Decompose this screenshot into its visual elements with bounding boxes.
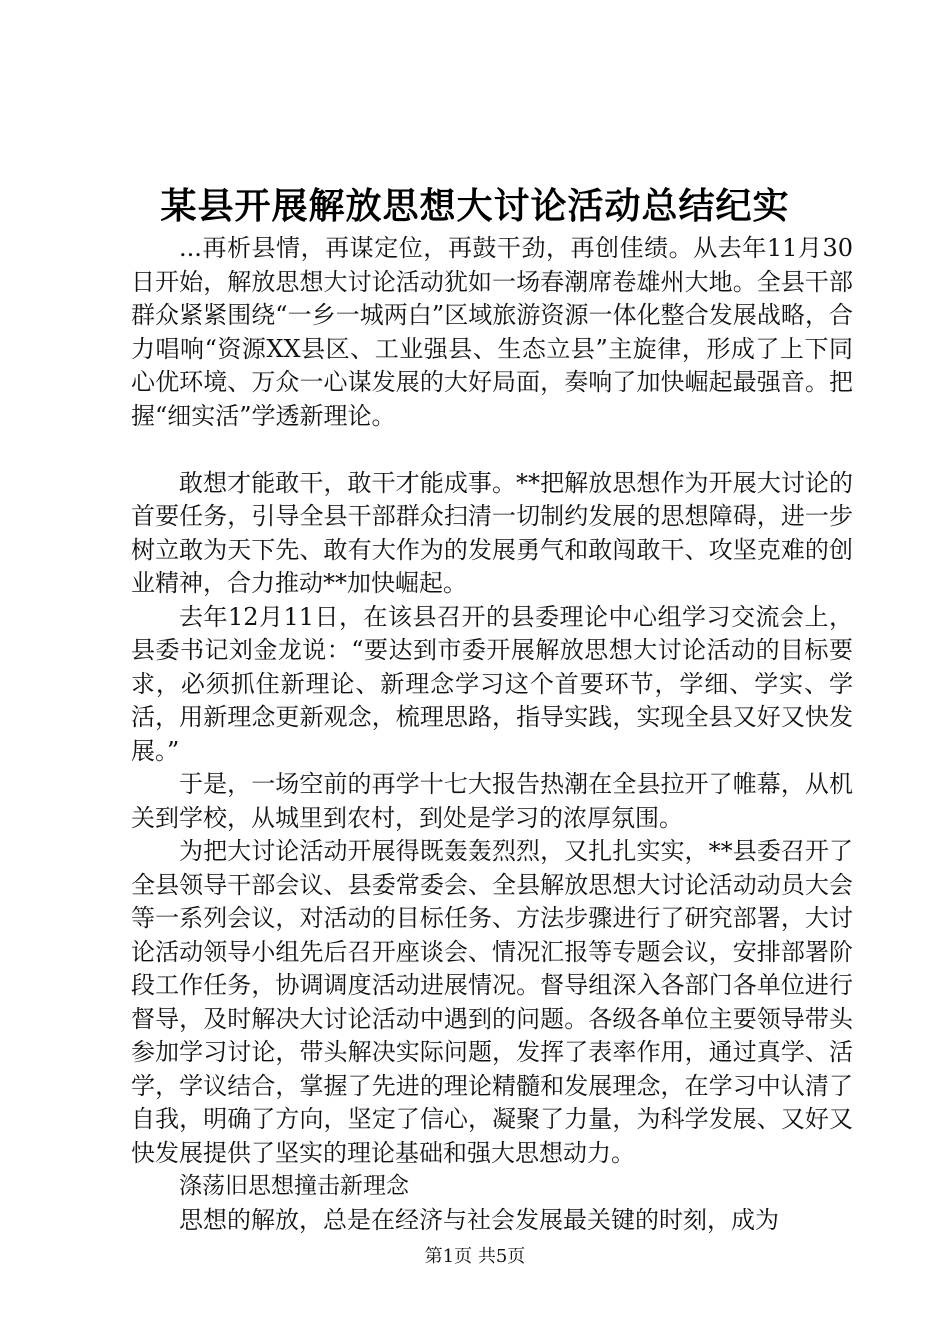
document-body [131,232,853,1237]
paragraph-2: 敢想才能敢干，敢干才能成事。**把解放思想作为开展大讨论的首要任务，引导全县干部群众扫清一切制约发展的思想障碍，进一步树立敢为天下先、敢有大作为的发展勇气和敢闯敢干、攻坚克难的创业精神，合力推动**加快崛起。 [131,468,853,597]
paragraph-5: 为把大讨论活动开展得既轰轰烈烈，又扎扎实实，**县委召开了全县领导干部会议、县委常委会、全县解放思想大讨论活动动员大会等一系列会议，对活动的目标任务、方法步骤进行了研究部署，大讨论活动领导小组先后召开座谈会、情况汇报等专题会议，安排部署阶段工作任务，协调调度活动进展情况。督导组深入各部门各单位进行督导，及时解决大讨论活动中遇到的问题。各级各单位主要领导带头参加学习讨论，带头解决实际问题，发挥了表率作用，通过真学、活学，学议结合，掌握了先进的理论精髓和发展理念，在学习中认清了自我，明确了方向，坚定了信心，凝聚了力量，为科学发展、又好又快发展提供了坚实的理论基础和强大思想动力。 [131,837,853,1167]
page-footer: 第1页 共5页 [424,1246,526,1267]
paragraph-4: 于是，一场空前的再学十七大报告热潮在全县拉开了帷幕，从机关到学校，从城里到农村，到处是学习的浓厚氛围。 [131,770,853,832]
section-subheading: 涤荡旧思想撞击新理念 [179,1173,409,1199]
paragraph-intro: ...再析县情，再谋定位，再鼓干劲，再创佳绩。从去年11月30日开始，解放思想大讨论活动犹如一场春潮席卷雄州大地。全县干部群众紧紧围绕“一乡一城两白”区域旅游资源一体化整合发展战略，合力唱响“资源XX县区、工业强县、生态立县”主旋律，形成了上下同心优环境、万众一心谋发展的大好局面，奏响了加快崛起最强音。把握“细实活”学透新理论。 [131,234,853,430]
paragraph-7: 思想的解放，总是在经济与社会发展最关键的时刻，成为 [179,1205,779,1234]
document-title: 某县开展解放思想大讨论活动总结纪实 [160,185,790,227]
paragraph-3: 去年12月11日，在该县召开的县委理论中心组学习交流会上，县委书记刘金龙说：“要达到市委开展解放思想大讨论活动的目标要求，必须抓住新理论、新理念学习这个首要环节，学细、学实、学活，用新理念更新观念，梳理思路，指导实践，实现全县又好又快发展。” [131,602,853,765]
